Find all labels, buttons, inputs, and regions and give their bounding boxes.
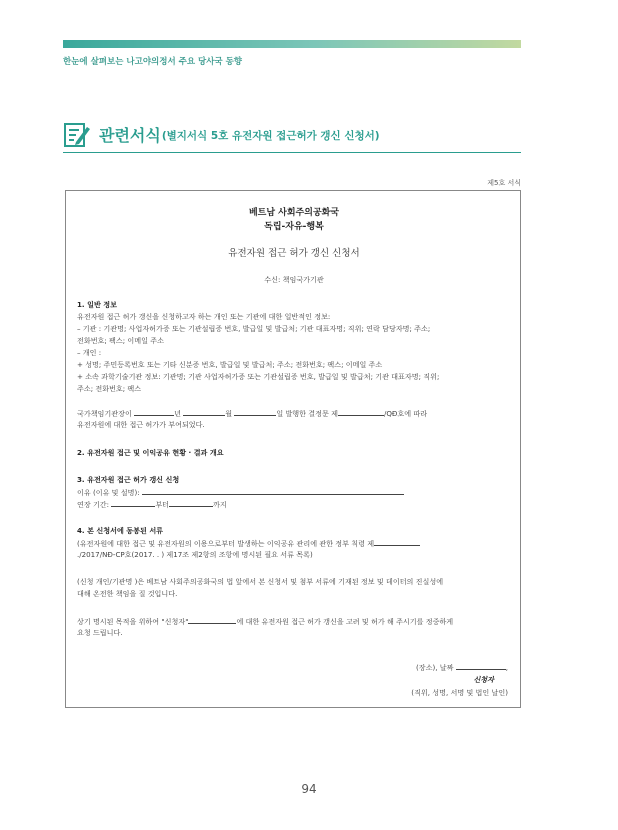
applicant-blank: [188, 615, 236, 624]
form-title: 유전자원 접근 허가 갱신 신청서: [228, 248, 360, 259]
signature-place-date: [416, 661, 508, 674]
section-1-line: + 성명; 주민등록번호 또는 기타 신분증 번호, 발급일 및 발급처; 주소; 전화번호; 팩스; 이메일 주소: [77, 360, 383, 369]
period-start-blank: [111, 498, 155, 507]
running-header: 한눈에 살펴보는 나고야의정서 주요 당사국 동향: [63, 57, 243, 67]
section-2-heading: 2. 유전자원 접근 및 이익공유 현황 · 결과 개요: [77, 448, 224, 457]
request-text: 상기 명시된 목적을 위하여 "신청자": [77, 617, 189, 626]
form-edit-icon: [63, 120, 91, 148]
permit-text: 년: [174, 409, 181, 418]
section-3-heading: 3. 유전자원 접근 허가 갱신 신청: [77, 475, 180, 484]
section-rule: [63, 152, 521, 153]
section-subtitle: (별지서식 5호 유전자원 접근허가 갱신 신청서): [161, 130, 380, 142]
application-form: [65, 190, 521, 708]
place-date-label: (장소), 날짜: [416, 663, 454, 672]
decree-text: (유전자원에 대한 접근 및 유전자원의 이용으로부터 발생하는 이익공유 관리에 관한 정부 칙령 제: [77, 539, 375, 548]
request-line: 요청 드립니다.: [77, 628, 123, 637]
section-1-line: – 개인 :: [77, 348, 102, 357]
day-blank: [234, 407, 276, 416]
section-title: 관련서식: [99, 125, 161, 145]
section-1-line: – 기관 : 기관명; 사업자허가증 또는 기관설립증 번호, 발급일 및 발급처; 기관 대표자명; 직위; 연락 담당자명; 주소;: [77, 324, 431, 333]
section-1-line: 유전자원 접근 허가 갱신을 신청하고자 하는 개인 또는 기관에 대한 일반적인 정보:: [77, 312, 331, 321]
section-heading: [63, 119, 380, 149]
section-4-heading: 4. 본 신청서에 동봉된 서류: [77, 526, 164, 535]
section-1-heading: 1. 일반 정보: [77, 300, 117, 309]
page-number: 94: [301, 782, 317, 796]
national-motto: 독립-자유-행복: [264, 222, 324, 232]
nation-name: 베트남 사회주의공화국: [248, 208, 340, 218]
recipient: 수신: 책임국가기관: [264, 275, 324, 284]
request-text: 에 대한 유전자원 접근 허가 갱신을 고려 및 허가 해 주시기를 정중하게: [236, 617, 454, 626]
permit-line-2: 유전자원에 대한 접근 허가가 부여되었다.: [77, 420, 205, 429]
year-blank: [134, 407, 174, 416]
reason-label: 이유 (이유 및 설명):: [77, 488, 140, 497]
section-1-line: 전화번호; 팩스; 이메일 주소: [77, 336, 164, 345]
permit-text: 국가책임기관장이: [77, 409, 132, 418]
period-from: 부터: [155, 500, 170, 509]
date-comma: ,: [505, 663, 508, 672]
decree-no-blank: [374, 537, 420, 546]
request-line: [77, 615, 453, 628]
header-accent-bar: [63, 40, 521, 48]
period-label: 연장 기간:: [77, 500, 110, 509]
permit-text: /QĐ호에 따라: [383, 409, 428, 418]
section-4-line: ./2017/NĐ-CP호(2017. . ) 제17조 제2항의 조항에 명시된 필요 서류 목록): [77, 550, 313, 559]
period-line: [77, 498, 227, 511]
permit-text: 일 발행한 결정문 제: [276, 409, 338, 418]
permit-text: 월: [225, 409, 233, 418]
period-end-blank: [169, 498, 213, 507]
section-1-line: 주소; 전화번호; 팩스: [77, 384, 142, 393]
form-number: 제5호 서식: [487, 179, 521, 187]
section-1-line: + 소속 과학기술기관 정보: 기관명; 기관 사업자허가증 또는 기관설립증 번호, 발급일 및 발급처; 기관 대표자명; 직위;: [77, 372, 440, 381]
month-blank: [183, 407, 225, 416]
reason-blank: [142, 486, 404, 495]
declaration-line: (신청 개인/기관명 )은 베트남 사회주의공화국의 법 앞에서 본 신청서 및 첨부 서류에 기재된 정보 및 데이터의 진실성에: [77, 577, 444, 586]
period-to: 까지: [213, 500, 227, 509]
decision-no-blank: [338, 407, 384, 416]
declaration-line: 대해 온전한 책임을 질 것입니다.: [77, 589, 178, 598]
signature-note: (직위, 성명, 서명 및 법인 날인): [411, 688, 508, 697]
date-blank: [456, 661, 506, 670]
signature-title: 신청자: [473, 675, 494, 684]
